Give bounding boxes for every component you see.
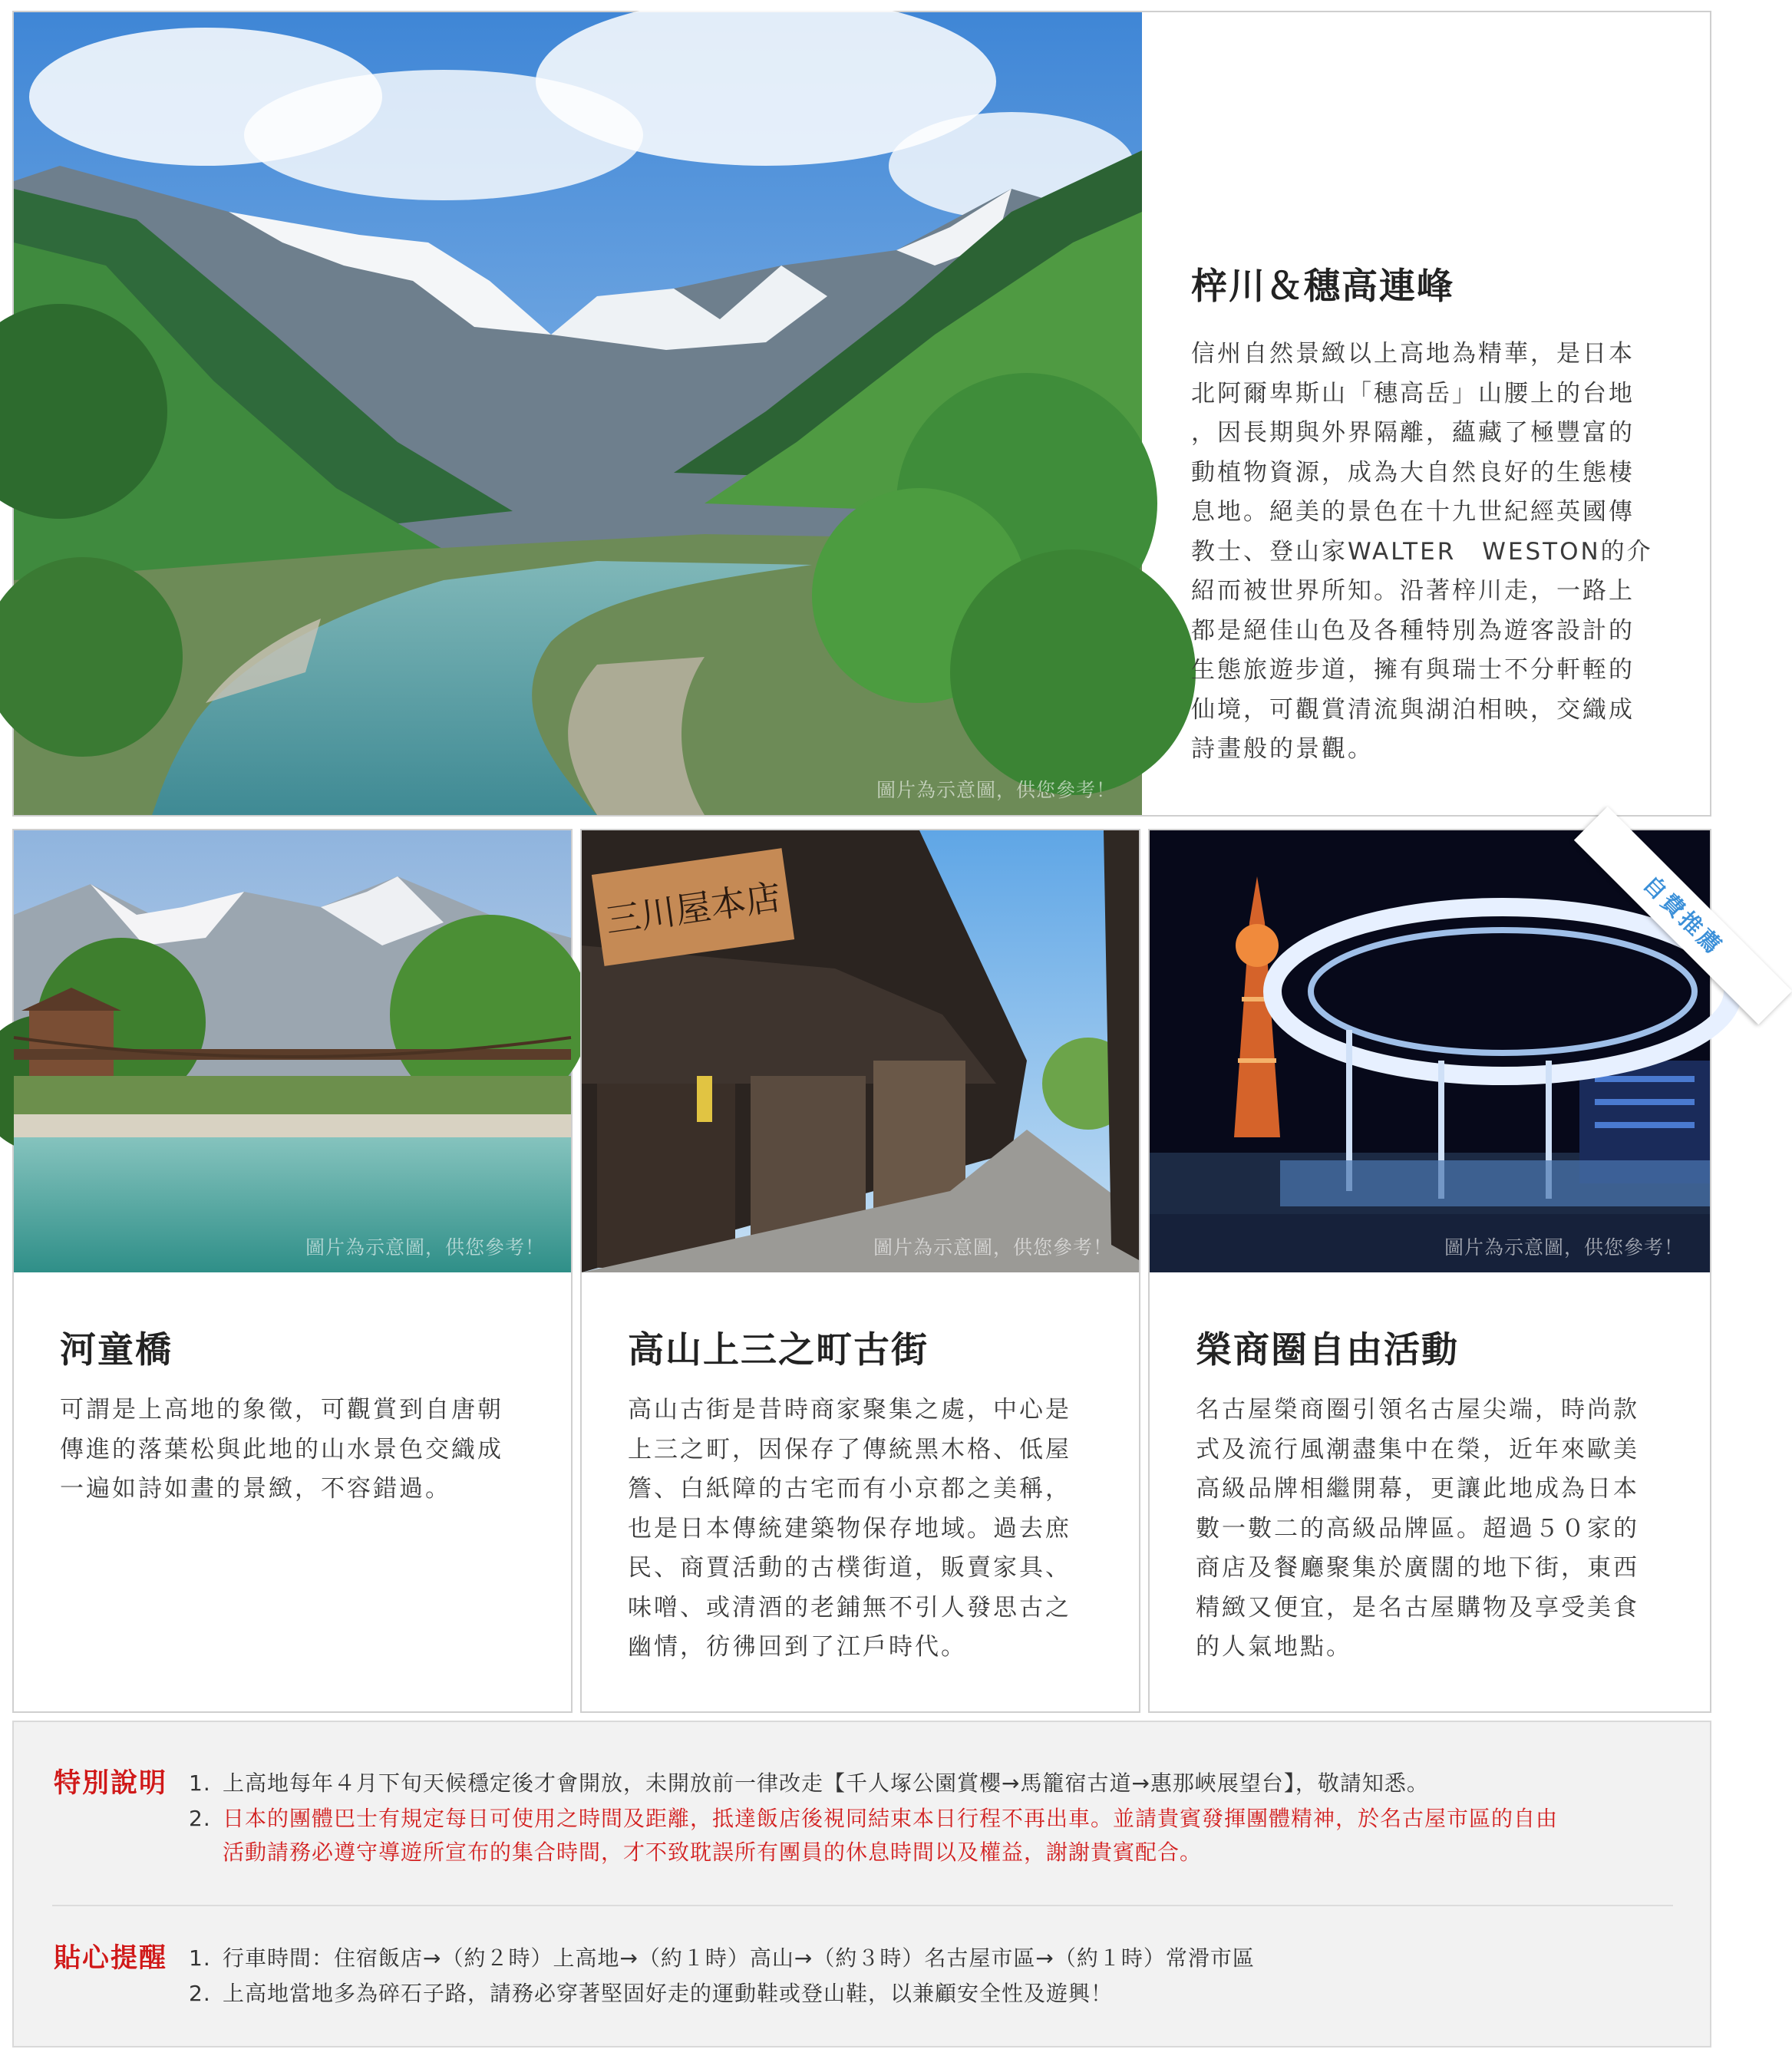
special-notes-label: 特別說明 (54, 1768, 168, 1799)
desc-line: 仙境，可觀賞清流與湖泊相映，交織成 (1191, 695, 1635, 724)
desc-line: 數一數二的高級品牌區。超過５０家的 (1196, 1514, 1639, 1543)
note-text: 行車時間：住宿飯店→（約２時）上高地→（約１時）高山→（約３時）名古屋市區→（約１時）常滑市區 (223, 1945, 1255, 1971)
tip-item (189, 1977, 1113, 2008)
optional-tour-ribbon: 自費推薦 (1574, 807, 1792, 1025)
desc-line: 商店及餐廳聚集於廣闊的地下街，東西 (1196, 1554, 1639, 1582)
notes-panel (12, 1721, 1711, 2047)
card-title: 榮商圈自由活動 (1196, 1329, 1459, 1371)
desc-line: 傳進的落葉松與此地的山水景色交織成 (60, 1435, 503, 1463)
desc-line: 也是日本傳統建築物保存地域。過去庶 (628, 1514, 1071, 1543)
desc-line: 息地。絕美的景色在十九世紀經英國傳 (1191, 498, 1635, 526)
desc-line: 幽情，彷彿回到了江戶時代。 (628, 1633, 967, 1661)
photo-watermark: 圖片為示意圖，供您參考！ (305, 1236, 545, 1259)
photo-watermark: 圖片為示意圖，供您參考！ (873, 1236, 1113, 1259)
tips-label: 貼心提醒 (54, 1943, 168, 1974)
desc-line: 紹而被世界所知。沿著梓川走，一路上 (1191, 577, 1635, 605)
photo-takayama-street (582, 830, 1139, 1272)
desc-line: 名古屋榮商圈引領名古屋尖端，時尚款 (1196, 1396, 1639, 1424)
desc-line: 可謂是上高地的象徵，可觀賞到自唐朝 (60, 1396, 503, 1424)
photo-azusa-river (14, 12, 1142, 815)
note-text: 活動請務必遵守導遊所宣布的集合時間，才不致耽誤所有團員的休息時間以及權益，謝謝貴賓配合。 (223, 1840, 1203, 1865)
desc-line: 式及流行風潮盡集中在榮，近年來歐美 (1196, 1435, 1639, 1463)
special-note-item (189, 1802, 1558, 1833)
photo-watermark: 圖片為示意圖，供您參考！ (876, 779, 1116, 801)
desc-line: 味噌、或清酒的老鋪無不引人發思古之 (628, 1593, 1071, 1622)
notes-divider (52, 1905, 1673, 1906)
card-description (628, 1391, 1071, 1668)
feature-title: 梓川＆穗高連峰 (1191, 266, 1454, 308)
shop-sign: 三川屋本店 (602, 876, 784, 942)
desc-line: 生態旅遊步道，擁有與瑞士不分軒輊的 (1191, 656, 1635, 684)
tip-item (189, 1942, 1255, 1972)
feature-description (1191, 335, 1653, 770)
desc-line: 北阿爾卑斯山「穗高岳」山腰上的台地 (1191, 379, 1635, 408)
card-takayama-street (580, 829, 1140, 1713)
list-number: 2. (189, 1981, 211, 2006)
photo-watermark: 圖片為示意圖，供您參考！ (1444, 1236, 1684, 1259)
special-note-item (189, 1836, 1202, 1866)
special-note-item (189, 1767, 1429, 1797)
feature-card-azusa (12, 11, 1711, 817)
desc-line: 簷、白紙障的古宅而有小京都之美稱， (628, 1475, 1071, 1503)
card-kappa-bridge (12, 829, 573, 1713)
desc-line: 精緻又便宜，是名古屋購物及享受美食 (1196, 1593, 1639, 1622)
list-number: 2. (189, 1806, 211, 1831)
card-description (60, 1391, 503, 1510)
desc-line: 上三之町，因保存了傳統黑木格、低屋 (628, 1435, 1071, 1463)
desc-line: 詩畫般的景觀。 (1191, 735, 1374, 763)
desc-line: 民、商賈活動的古樸街道，販賣家具、 (628, 1554, 1071, 1582)
card-title: 河童橋 (60, 1329, 173, 1371)
list-number: 1. (189, 1770, 211, 1796)
photo-kappa-bridge (14, 830, 571, 1272)
desc-line: 都是絕佳山色及各種特別為遊客設計的 (1191, 616, 1635, 645)
desc-line: 的人氣地點。 (1196, 1633, 1352, 1661)
card-description (1196, 1391, 1639, 1668)
card-sakae-district (1148, 829, 1728, 1713)
desc-line: 高山古街是昔時商家聚集之處，中心是 (628, 1396, 1071, 1424)
desc-line: 動植物資源，成為大自然良好的生態棲 (1191, 458, 1635, 487)
desc-line: 高級品牌相繼開幕，更讓此地成為日本 (1196, 1475, 1639, 1503)
desc-line: 一遍如詩如畫的景緻，不容錯過。 (60, 1475, 451, 1503)
desc-line: ，因長期與外界隔離，蘊藏了極豐富的 (1191, 419, 1635, 447)
note-text: 上高地每年４月下旬天候穩定後才會開放，未開放前一律改走【千人塚公園賞櫻→馬籠宿古道→惠那峽展望台】，敬請知悉。 (223, 1770, 1429, 1796)
list-number: 1. (189, 1945, 211, 1971)
note-text: 上高地當地多為碎石子路，請務必穿著堅固好走的運動鞋或登山鞋，以兼顧安全性及遊興！ (223, 1981, 1114, 2006)
card-title: 高山上三之町古街 (628, 1329, 929, 1371)
desc-line: 教士、登山家WALTER WESTON的介 (1191, 537, 1653, 566)
photo-sakae-night (1150, 830, 1728, 1272)
desc-line: 信州自然景緻以上高地為精華，是日本 (1191, 340, 1635, 368)
note-text: 日本的團體巴士有規定每日可使用之時間及距離，抵達飯店後視同結束本日行程不再出車。並請貴賓發揮團體精神，於名古屋市區的自由 (223, 1806, 1559, 1831)
